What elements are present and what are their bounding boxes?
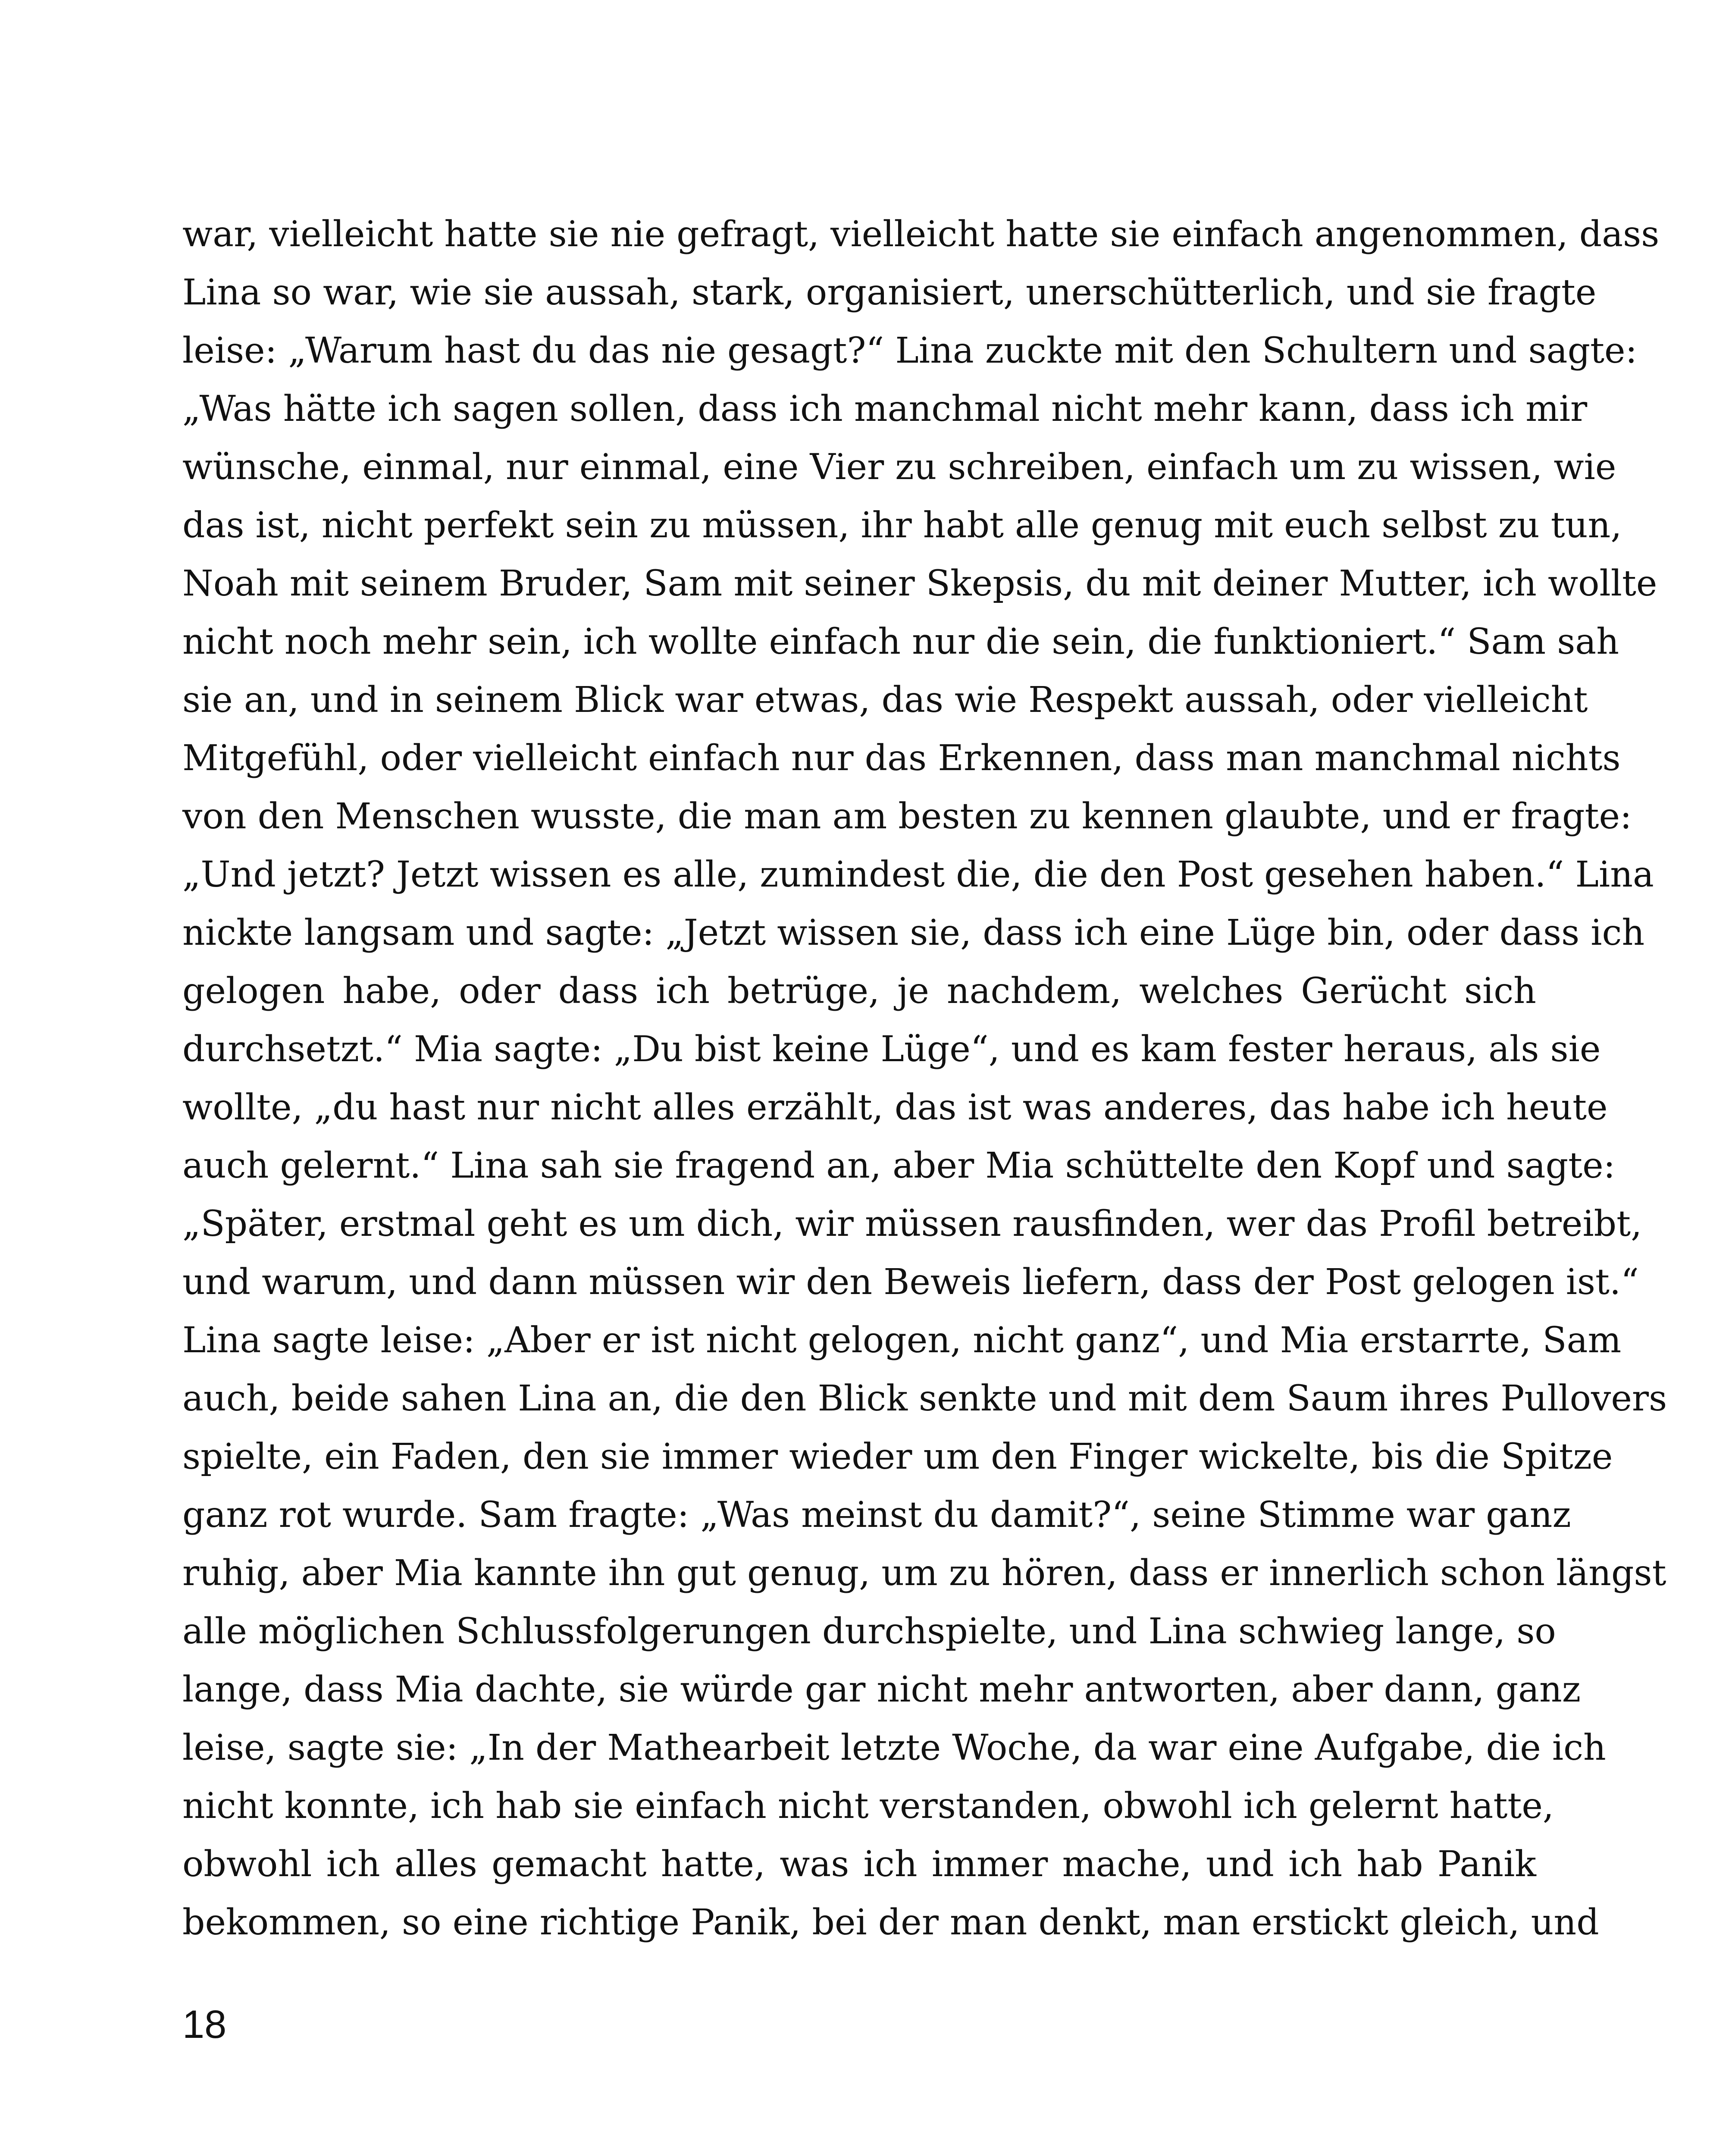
text-line: „Später, erstmal geht es um dich, wir müssen rausfinden, wer das Profil betreibt, bbox=[182, 1203, 1642, 1244]
text-line: ruhig, aber Mia kannte ihn gut genug, um zu hören, dass er innerlich schon längst bbox=[182, 1553, 1666, 1594]
text-line: nicht konnte, ich hab sie einfach nicht verstanden, obwohl ich gelernt hatte, bbox=[182, 1786, 1554, 1827]
text-line: und warum, und dann müssen wir den Beweis liefern, dass der Post gelogen ist.“ bbox=[182, 1262, 1639, 1303]
text-line: wollte, „du hast nur nicht alles erzählt, das ist was anderes, das habe ich heute bbox=[182, 1087, 1608, 1128]
text-line: war, vielleicht hatte sie nie gefragt, vielleicht hatte sie einfach angenommen, dass bbox=[182, 214, 1660, 255]
text-line: von den Menschen wusste, die man am besten zu kennen glaubte, und er fragte: bbox=[182, 796, 1632, 837]
text-line: alle möglichen Schlussfolgerungen durchspielte, und Lina schwieg lange, so bbox=[182, 1611, 1556, 1652]
text-line: Noah mit seinem Bruder, Sam mit seiner Skepsis, du mit deiner Mutter, ich wollte bbox=[182, 563, 1657, 604]
text-line: nickte langsam und sagte: „Jetzt wissen sie, dass ich eine Lüge bin, oder dass ich bbox=[182, 912, 1645, 953]
text-line: Lina so war, wie sie aussah, stark, organisiert, unerschütterlich, und sie fragte bbox=[182, 272, 1597, 313]
text-line: Mitgefühl, oder vielleicht einfach nur das Erkennen, dass man manchmal nichts bbox=[182, 738, 1621, 779]
page-number: 18 bbox=[182, 2002, 227, 2046]
text-line: leise: „Warum hast du das nie gesagt?“ Lina zuckte mit den Schultern und sagte: bbox=[182, 330, 1638, 371]
text-line: sie an, und in seinem Blick war etwas, das wie Respekt aussah, oder vielleicht bbox=[182, 680, 1588, 721]
text-line: wünsche, einmal, nur einmal, eine Vier zu schreiben, einfach um zu wissen, wie bbox=[182, 447, 1616, 488]
text-line: spielte, ein Faden, den sie immer wieder um den Finger wickelte, bis die Spitze bbox=[182, 1436, 1613, 1477]
text-line: das ist, nicht perfekt sein zu müssen, ihr habt alle genug mit euch selbst zu tun, bbox=[182, 505, 1622, 546]
text-line: leise, sagte sie: „In der Mathearbeit letzte Woche, da war eine Aufgabe, die ich bbox=[182, 1727, 1606, 1768]
text-line: lange, dass Mia dachte, sie würde gar nicht mehr antworten, aber dann, ganz bbox=[182, 1669, 1581, 1710]
text-line: ganz rot wurde. Sam fragte: „Was meinst du damit?“, seine Stimme war ganz bbox=[182, 1495, 1571, 1536]
text-line: obwohl ich alles gemacht hatte, was ich immer mache, und ich hab Panik bbox=[182, 1844, 1536, 1885]
text-line: nicht noch mehr sein, ich wollte einfach nur die sein, die funktioniert.“ Sam sah bbox=[182, 621, 1619, 662]
text-line: Lina sagte leise: „Aber er ist nicht gelogen, nicht ganz“, und Mia erstarrte, Sam bbox=[182, 1320, 1622, 1361]
text-line: bekommen, so eine richtige Panik, bei der man denkt, man erstickt gleich, und bbox=[182, 1902, 1599, 1943]
text-line: durchsetzt.“ Mia sagte: „Du bist keine Lüge“, und es kam fester heraus, als sie bbox=[182, 1029, 1601, 1070]
text-line: auch, beide sahen Lina an, die den Blick senkte und mit dem Saum ihres Pullovers bbox=[182, 1378, 1667, 1419]
text-line: „Was hätte ich sagen sollen, dass ich manchmal nicht mehr kann, dass ich mir bbox=[182, 389, 1588, 429]
text-line: auch gelernt.“ Lina sah sie fragend an, aber Mia schüttelte den Kopf und sagte: bbox=[182, 1145, 1616, 1186]
body-text bbox=[182, 205, 1667, 1952]
text-line: gelogen habe, oder dass ich betrüge, je nachdem, welches Gerücht sich bbox=[182, 971, 1536, 1012]
text-line: „Und jetzt? Jetzt wissen es alle, zumindest die, die den Post gesehen haben.“ Lina bbox=[182, 854, 1654, 895]
